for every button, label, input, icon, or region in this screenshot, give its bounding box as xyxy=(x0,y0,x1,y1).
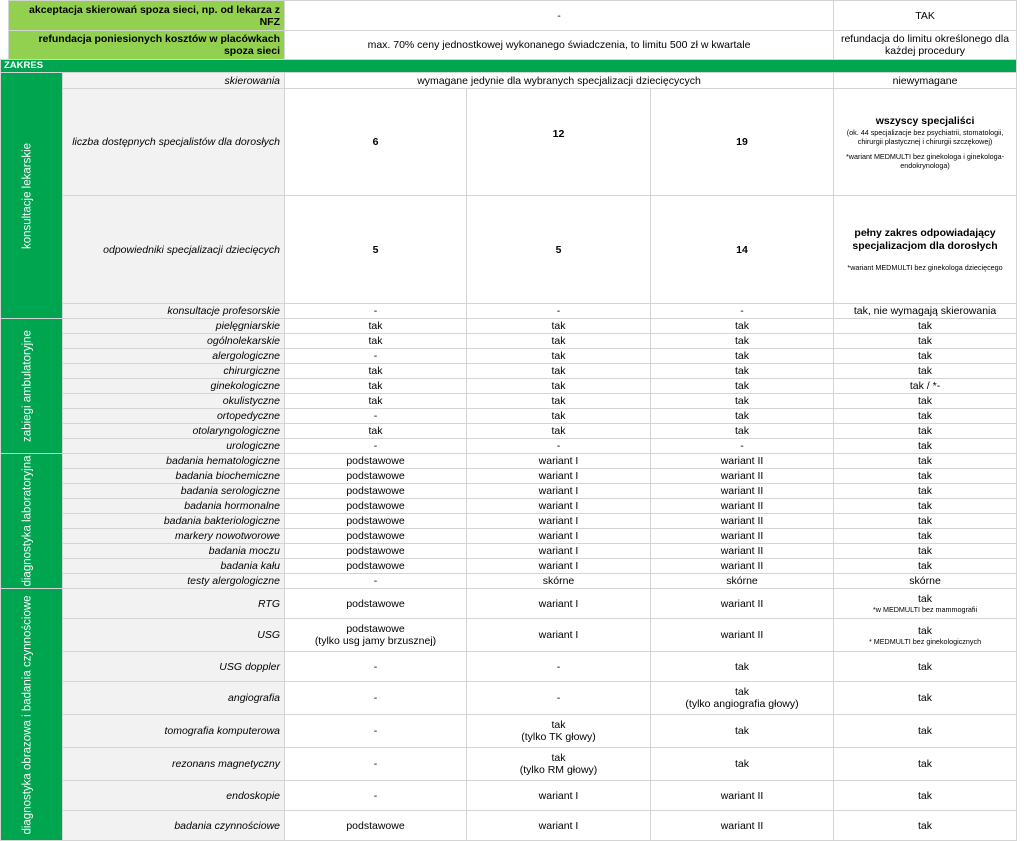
row-label: okulistyczne xyxy=(63,394,285,409)
row-label: skierowania xyxy=(63,73,285,89)
cell: tak xyxy=(651,748,834,781)
row-label: badania bakteriologiczne xyxy=(63,514,285,529)
table-row xyxy=(1,89,1017,196)
cell: - xyxy=(285,652,467,682)
cell: tak xyxy=(651,409,834,424)
row-label: ogólnolekarskie xyxy=(63,334,285,349)
cell-tomografia xyxy=(467,715,651,748)
table-row xyxy=(1,589,1017,619)
cell: tak xyxy=(467,364,651,379)
row-refundacja xyxy=(1,31,1017,60)
cell: skórne xyxy=(467,574,651,589)
table-row xyxy=(1,544,1017,559)
table-row xyxy=(1,652,1017,682)
row-label: badania hormonalne xyxy=(63,499,285,514)
cell: wariant II xyxy=(651,589,834,619)
row-label: rezonans magnetyczny xyxy=(63,748,285,781)
table-row xyxy=(1,574,1017,589)
rtg-value: tak xyxy=(918,593,933,605)
cell: wariant II xyxy=(651,544,834,559)
category-diagnostyka-lab-label: diagnostyka laboratoryjna xyxy=(21,455,34,587)
cell: wariant I xyxy=(467,559,651,574)
cell: podstawowe xyxy=(285,499,467,514)
cell: skórne xyxy=(834,574,1017,589)
cell: podstawowe xyxy=(285,529,467,544)
table-row xyxy=(1,409,1017,424)
cell: - xyxy=(651,304,834,319)
tomografia-qualifier: (tylko TK głowy) xyxy=(521,731,596,743)
cell: podstawowe xyxy=(285,589,467,619)
cell: wariant II xyxy=(651,559,834,574)
cell: wariant II xyxy=(651,619,834,652)
category-diagnostyka-lab xyxy=(1,454,63,589)
row-label: USG xyxy=(63,619,285,652)
cell: - xyxy=(285,439,467,454)
rezonans-qualifier: (tylko RM głowy) xyxy=(519,764,598,776)
cell: skórne xyxy=(651,574,834,589)
row-akceptacja xyxy=(1,1,1017,31)
cell: tak xyxy=(651,715,834,748)
cell: tak xyxy=(834,424,1017,439)
akceptacja-last: TAK xyxy=(834,1,1017,31)
table-row xyxy=(1,715,1017,748)
row-label: badania biochemiczne xyxy=(63,469,285,484)
cell: tak xyxy=(467,394,651,409)
row-label: markery nowotworowe xyxy=(63,529,285,544)
cell: tak xyxy=(467,424,651,439)
table-row xyxy=(1,364,1017,379)
table-row xyxy=(1,73,1017,89)
angiografia-qualifier: (tylko angiografia głowy) xyxy=(685,698,799,710)
cell: podstawowe xyxy=(285,514,467,529)
category-zabiegi-label: zabiegi ambulatoryjne xyxy=(21,330,34,442)
table-row xyxy=(1,781,1017,811)
cell: tak xyxy=(651,394,834,409)
cell: tak xyxy=(651,334,834,349)
cell: tak xyxy=(467,334,651,349)
cell: tak xyxy=(834,484,1017,499)
cell: tak xyxy=(651,652,834,682)
table-row xyxy=(1,748,1017,781)
cell: podstawowe xyxy=(285,469,467,484)
table-row xyxy=(1,811,1017,841)
category-zabiegi xyxy=(1,319,63,454)
table-row xyxy=(1,394,1017,409)
cell: tak xyxy=(467,319,651,334)
table-row xyxy=(1,379,1017,394)
cell: tak xyxy=(834,454,1017,469)
cell: tak xyxy=(651,349,834,364)
angiografia-value: tak xyxy=(735,686,750,698)
cell: niewymagane xyxy=(834,73,1017,89)
row-label: USG doppler xyxy=(63,652,285,682)
cell: tak xyxy=(651,364,834,379)
cell: tak xyxy=(467,409,651,424)
usg-last-value: tak xyxy=(918,624,933,637)
cell: - xyxy=(285,781,467,811)
cell: tak xyxy=(651,424,834,439)
cell: - xyxy=(285,682,467,715)
cell: tak xyxy=(834,652,1017,682)
cell-angiografia xyxy=(651,682,834,715)
cell: podstawowe xyxy=(285,484,467,499)
cell: - xyxy=(467,652,651,682)
children-note: *wariant MEDMULTI bez ginekologa dziecięcego xyxy=(847,263,1003,272)
table-row xyxy=(1,484,1017,499)
refundacja-last: refundacja do limitu określonego dla każdej procedury xyxy=(834,31,1017,60)
usg-qualifier: (tylko usg jamy brzusznej) xyxy=(314,635,437,647)
row-label: urologiczne xyxy=(63,439,285,454)
refundacja-label: refundacja poniesionych kosztów w placówkach spoza sieci xyxy=(9,31,285,60)
cell: tak xyxy=(285,424,467,439)
cell: wariant II xyxy=(651,781,834,811)
cell: wariant I xyxy=(467,781,651,811)
cell: tak xyxy=(834,469,1017,484)
cell: tak xyxy=(834,748,1017,781)
cell: podstawowe xyxy=(285,454,467,469)
cell: tak xyxy=(834,529,1017,544)
cell: tak xyxy=(834,559,1017,574)
cell: wariant II xyxy=(651,499,834,514)
akceptacja-value: - xyxy=(285,1,834,31)
cell: tak xyxy=(285,319,467,334)
table-row xyxy=(1,196,1017,304)
cell: wariant II xyxy=(651,454,834,469)
zakres-header: ZAKRES xyxy=(1,60,1017,73)
row-label: badania czynnościowe xyxy=(63,811,285,841)
row-label: konsultacje profesorskie xyxy=(63,304,285,319)
cell: tak, nie wymagają skierowania xyxy=(834,304,1017,319)
cell: tak xyxy=(834,334,1017,349)
row-label: chirurgiczne xyxy=(63,364,285,379)
cell: 5 xyxy=(285,196,467,304)
cell: tak xyxy=(285,379,467,394)
children-title: pełny zakres odpowiadający specjalizacjom dla dorosłych xyxy=(852,227,998,252)
cell: - xyxy=(285,349,467,364)
cell: wariant I xyxy=(467,811,651,841)
cell: tak xyxy=(651,379,834,394)
row-label: badania serologiczne xyxy=(63,484,285,499)
usg-note: * MEDMULTI bez ginekologicznych xyxy=(868,636,982,646)
cell: tak xyxy=(651,319,834,334)
table-row xyxy=(1,424,1017,439)
cell: tak xyxy=(467,349,651,364)
row-label: ortopedyczne xyxy=(63,409,285,424)
cell: wariant I xyxy=(467,619,651,652)
cell: tak xyxy=(834,349,1017,364)
table-row xyxy=(1,514,1017,529)
cell: - xyxy=(285,715,467,748)
row-label: angiografia xyxy=(63,682,285,715)
row-label: liczba dostępnych specjalistów dla dorosłych xyxy=(63,89,285,196)
table-row xyxy=(1,349,1017,364)
row-label: RTG xyxy=(63,589,285,619)
row-label: pielęgniarskie xyxy=(63,319,285,334)
cell: tak xyxy=(467,379,651,394)
cell: - xyxy=(467,439,651,454)
table-row xyxy=(1,619,1017,652)
akceptacja-label: akceptacja skierowań spoza sieci, np. od lekarza z NFZ xyxy=(9,1,285,31)
cell: - xyxy=(467,682,651,715)
row-label: badania kału xyxy=(63,559,285,574)
cell: - xyxy=(651,439,834,454)
cell: podstawowe xyxy=(285,544,467,559)
cell: wariant I xyxy=(467,454,651,469)
row-label: badania hematologiczne xyxy=(63,454,285,469)
cell: tak xyxy=(834,781,1017,811)
cell: - xyxy=(285,304,467,319)
refundacja-value: max. 70% ceny jednostkowej wykonanego świadczenia, to limitu 500 zł w kwartale xyxy=(285,31,834,60)
cell-children xyxy=(834,196,1017,304)
table-row xyxy=(1,439,1017,454)
cell: tak xyxy=(834,682,1017,715)
category-konsultacje xyxy=(1,73,63,319)
specialists-note: (ok. 44 specjalizacje bez psychiatrii, stomatologii, chirurgii plastycznej i chirurgii szczękowej) xyxy=(846,127,1004,146)
row-label: otolaryngologiczne xyxy=(63,424,285,439)
cell: wariant I xyxy=(467,484,651,499)
cell: 6 xyxy=(285,89,467,196)
cell: - xyxy=(467,304,651,319)
table-row xyxy=(1,454,1017,469)
cell: wariant I xyxy=(467,529,651,544)
cell: 14 xyxy=(651,196,834,304)
cell: 5 xyxy=(467,196,651,304)
cell: - xyxy=(285,574,467,589)
table-row xyxy=(1,304,1017,319)
cell: podstawowe xyxy=(285,559,467,574)
cell: wariant I xyxy=(467,499,651,514)
table-row xyxy=(1,682,1017,715)
cell-rtg xyxy=(834,589,1017,619)
cell: tak xyxy=(834,364,1017,379)
cell: tak xyxy=(285,394,467,409)
cell: tak xyxy=(834,514,1017,529)
row-label: testy alergologiczne xyxy=(63,574,285,589)
cell-usg-last xyxy=(834,619,1017,652)
table-row xyxy=(1,559,1017,574)
cell: wariant I xyxy=(467,544,651,559)
table-row xyxy=(1,499,1017,514)
row-label: alergologiczne xyxy=(63,349,285,364)
cell: wariant II xyxy=(651,811,834,841)
cell: - xyxy=(285,409,467,424)
cell: wymagane jedynie dla wybranych specjalizacji dziecięcycych xyxy=(285,73,834,89)
category-konsultacje-label: konsultacje lekarskie xyxy=(21,142,34,249)
category-diagnostyka-obraz-label: diagnostyka obrazowa i badania czynnościowe xyxy=(21,594,34,835)
category-diagnostyka-obraz xyxy=(1,589,63,841)
cell: 19 xyxy=(651,89,834,196)
specialists-title: wszyscy specjaliści xyxy=(875,114,975,127)
cell: tak xyxy=(834,394,1017,409)
cell: wariant I xyxy=(467,514,651,529)
cell-specialists xyxy=(834,89,1017,196)
usg-value: podstawowe xyxy=(346,623,405,635)
cell: tak xyxy=(285,334,467,349)
cell: wariant I xyxy=(467,589,651,619)
row-zakres xyxy=(1,60,1017,73)
row-label: endoskopie xyxy=(63,781,285,811)
cell: wariant I xyxy=(467,469,651,484)
cell: podstawowe xyxy=(285,811,467,841)
cell: tak xyxy=(285,364,467,379)
cell: tak xyxy=(834,544,1017,559)
cell: wariant II xyxy=(651,469,834,484)
tomografia-value: tak xyxy=(551,719,566,731)
cell: tak xyxy=(834,811,1017,841)
table-row xyxy=(1,319,1017,334)
cell: 12 xyxy=(467,89,651,196)
cell: tak xyxy=(834,715,1017,748)
row-label: odpowiedniki specjalizacji dziecięcych xyxy=(63,196,285,304)
cell: wariant II xyxy=(651,514,834,529)
cell: tak xyxy=(834,499,1017,514)
table-row xyxy=(1,469,1017,484)
table-row xyxy=(1,529,1017,544)
table-row xyxy=(1,334,1017,349)
cell: wariant II xyxy=(651,529,834,544)
cell: tak / *- xyxy=(834,379,1017,394)
rtg-note: *w MEDMULTI bez mammografii xyxy=(872,605,978,614)
cell: wariant II xyxy=(651,484,834,499)
cell: tak xyxy=(834,319,1017,334)
rezonans-value: tak xyxy=(551,752,566,764)
row-label: tomografia komputerowa xyxy=(63,715,285,748)
cell: - xyxy=(285,748,467,781)
specialists-variant-note: *wariant MEDMULTI bez ginekologa i ginekologa-endokrynologa) xyxy=(845,151,1005,170)
row-label: badania moczu xyxy=(63,544,285,559)
row-label: ginekologiczne xyxy=(63,379,285,394)
cell: tak xyxy=(834,439,1017,454)
cell: tak xyxy=(834,409,1017,424)
cell-rezonans xyxy=(467,748,651,781)
cell-usg xyxy=(285,619,467,652)
